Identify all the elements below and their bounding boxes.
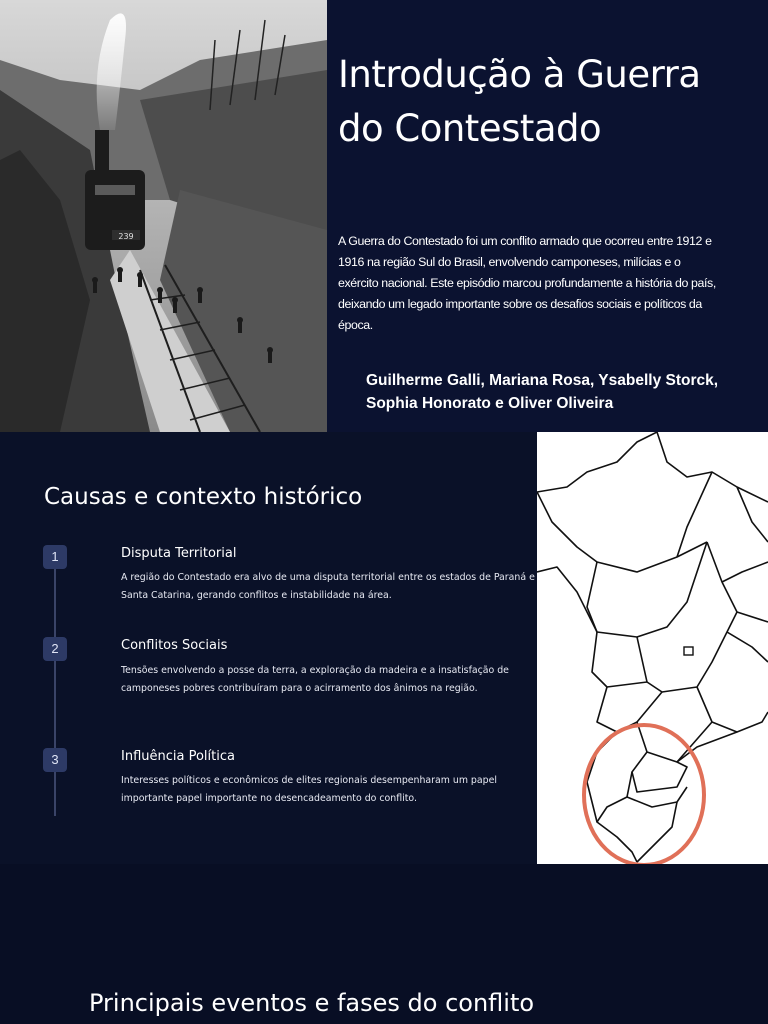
step-text-1: A região do Contestado era alvo de uma disputa territorial entre os estados de Paraná e Santa Catarina, gerando conflitos e instabilidade na área. [121, 572, 535, 601]
step-number-1: 1 [43, 545, 67, 569]
causes-slide [0, 432, 768, 864]
step-title-2: Conflitos Sociais [121, 638, 228, 653]
intro-paragraph: A Guerra do Contestado foi um conflito armado que ocorreu entre 1912 e 1916 na região Sul do Brasil, envolvendo camponeses, milícias e o exército nacional. Este episódio marcou profundamente a história do país, deixando um legado importante sobre os desafios sociais e políticos da época. [338, 234, 716, 332]
step-text-2: Tensões envolvendo a posse da terra, a exploração da madeira e a insatisfação de camponeses pobres contribuíram para o acirramento dos ânimos na região. [121, 665, 509, 694]
title-slide [0, 0, 768, 432]
step-title-1: Disputa Territorial [121, 546, 237, 561]
events-slide [0, 864, 768, 1024]
step-number-3: 3 [43, 748, 67, 772]
page-title: Introdução à Guerra do Contestado [338, 53, 701, 150]
locomotive-number: 239 [118, 232, 134, 241]
brazil-states-map [537, 432, 768, 864]
authors-list: Guilherme Galli, Mariana Rosa, Ysabelly Storck, Sophia Honorato e Oliver Oliveira [366, 372, 719, 412]
section-title: Causas e contexto histórico [44, 484, 363, 510]
timeline-line [54, 550, 56, 816]
railway-construction-photo [0, 0, 327, 432]
step-number-2: 2 [43, 637, 67, 661]
step-text-3: Interesses políticos e econômicos de elites regionais desempenharam um papel importante papel importante no desencadeamento do conflito. [121, 775, 497, 804]
step-title-3: Influência Política [121, 749, 235, 764]
section-title: Principais eventos e fases do conflito [89, 989, 535, 1017]
